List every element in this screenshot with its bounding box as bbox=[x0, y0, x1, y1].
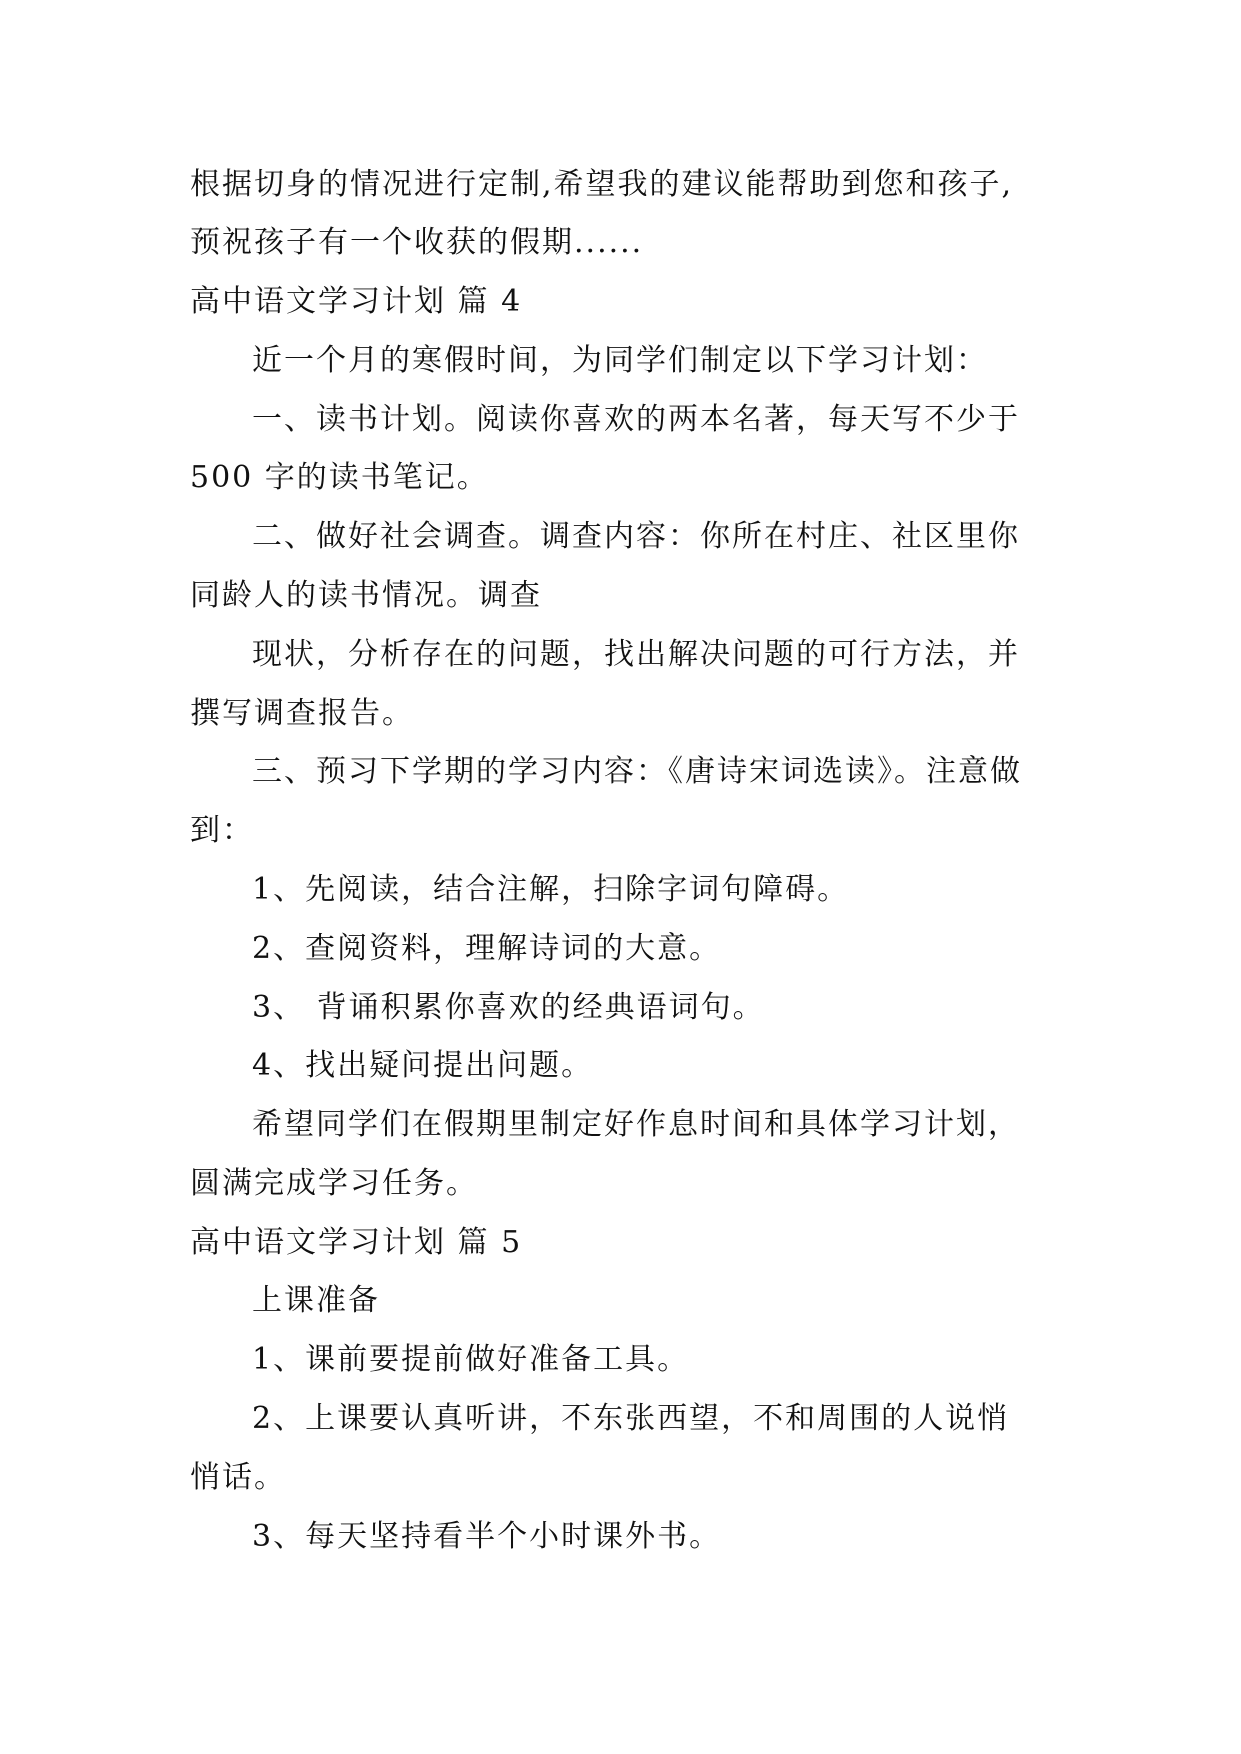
section-heading: 高中语文学习计划 篇 4 bbox=[190, 284, 523, 319]
paragraph-line: 根据切身的情况进行定制,希望我的建议能帮助到您和孩子, bbox=[190, 167, 1014, 202]
list-item: 1、先阅读，结合注解，扫除字词句障碍。 bbox=[252, 872, 850, 907]
paragraph-line: 圆满完成学习任务。 bbox=[190, 1166, 478, 1201]
paragraph-line: 近一个月的寒假时间，为同学们制定以下学习计划： bbox=[252, 343, 988, 378]
paragraph-line: 500 字的读书笔记。 bbox=[190, 460, 489, 495]
list-item: 1、课前要提前做好准备工具。 bbox=[252, 1342, 690, 1377]
paragraph-line: 悄话。 bbox=[190, 1460, 286, 1495]
list-item: 2、上课要认真听讲，不东张西望，不和周围的人说悄 bbox=[252, 1401, 1010, 1436]
paragraph-line: 现状，分析存在的问题，找出解决问题的可行方法，并 bbox=[252, 637, 1020, 672]
paragraph-line: 到： bbox=[190, 813, 254, 848]
paragraph-line: 希望同学们在假期里制定好作息时间和具体学习计划， bbox=[252, 1107, 1020, 1142]
list-item: 2、查阅资料，理解诗词的大意。 bbox=[252, 931, 722, 966]
paragraph-line: 预祝孩子有一个收获的假期...... bbox=[190, 225, 644, 260]
section-heading: 高中语文学习计划 篇 5 bbox=[190, 1225, 523, 1260]
paragraph-line: 撰写调查报告。 bbox=[190, 696, 414, 731]
list-item: 三、预习下学期的学习内容：《唐诗宋词选读》。注意做 bbox=[252, 754, 1022, 789]
list-item: 3、每天坚持看半个小时课外书。 bbox=[252, 1519, 722, 1554]
paragraph-line: 同龄人的读书情况。调查 bbox=[190, 578, 542, 613]
list-item: 4、找出疑问提出问题。 bbox=[252, 1048, 594, 1083]
list-item: 3、 背诵积累你喜欢的经典语词句。 bbox=[252, 990, 765, 1025]
list-item: 一、读书计划。阅读你喜欢的两本名著，每天写不少于 bbox=[252, 402, 1020, 437]
subheading: 上课准备 bbox=[252, 1283, 380, 1318]
list-item: 二、做好社会调查。调查内容：你所在村庄、社区里你 bbox=[252, 519, 1020, 554]
